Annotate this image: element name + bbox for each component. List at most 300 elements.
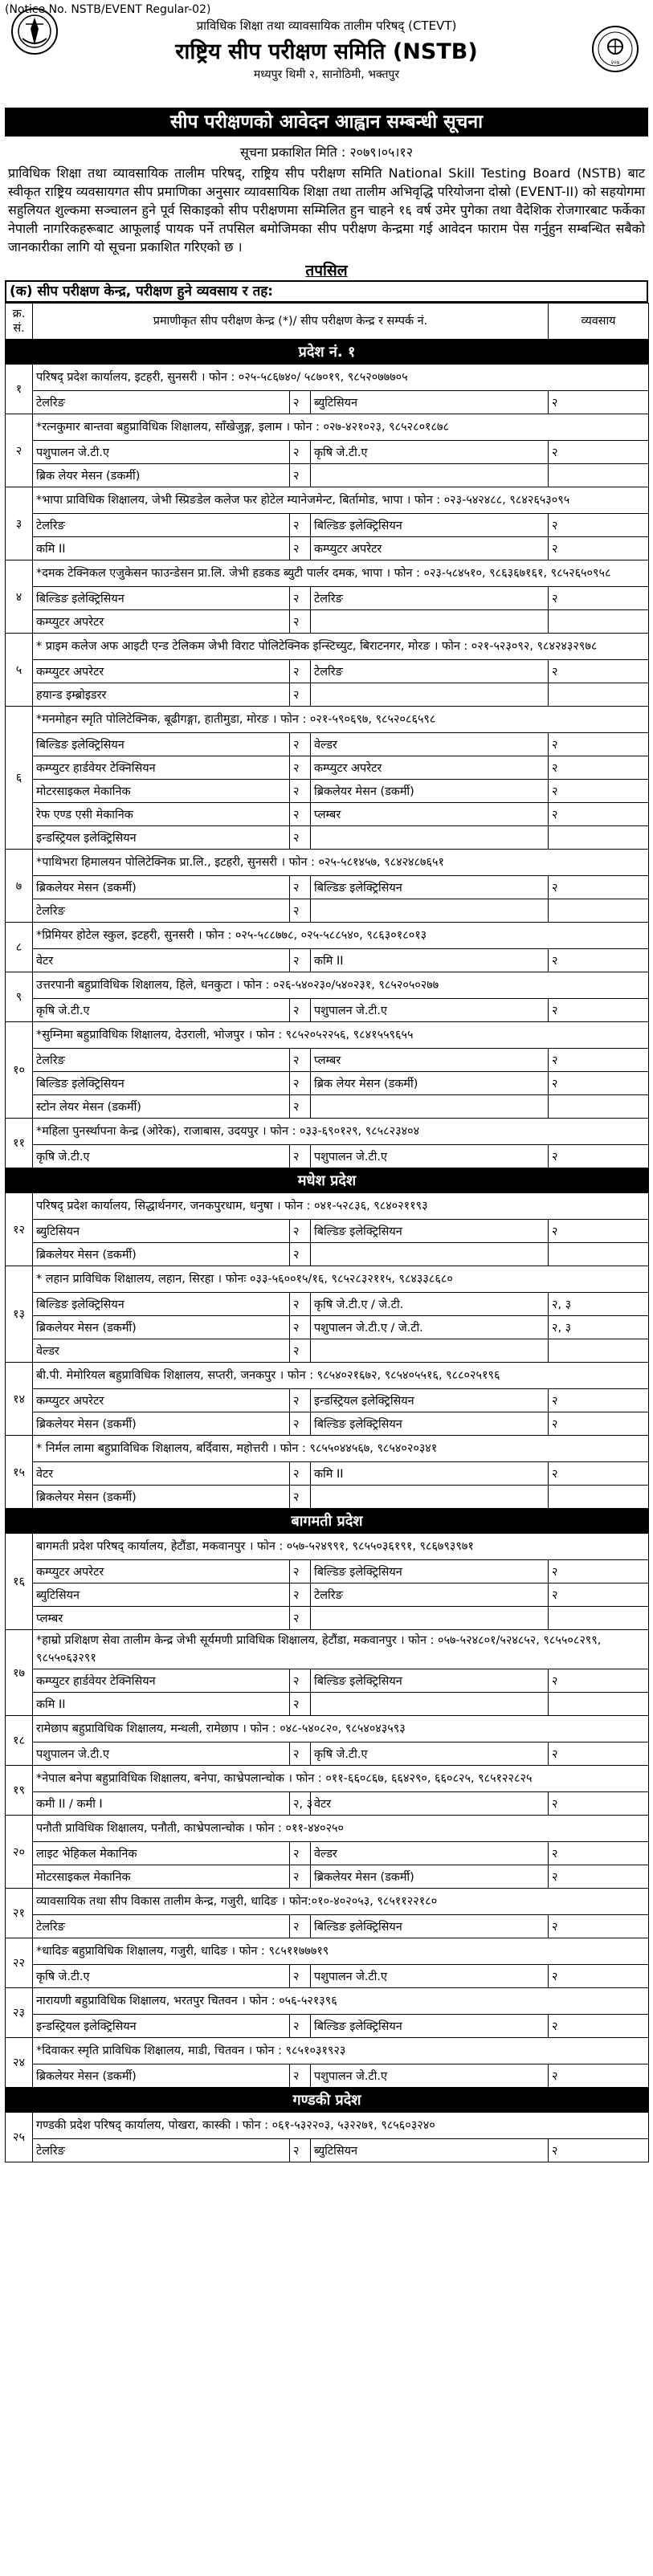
level-1: २, ३ xyxy=(290,1792,311,1816)
level-2: २ xyxy=(549,1865,649,1889)
occupation-2: कमि II xyxy=(311,1462,549,1486)
occupation-1: कमी II / कमी I xyxy=(33,1792,290,1816)
occupation-row xyxy=(6,464,649,487)
occupation-2 xyxy=(311,1607,549,1630)
level-2: २ xyxy=(549,1792,649,1816)
header xyxy=(5,18,648,103)
level-1: २ xyxy=(290,537,311,560)
occupation-2: बिल्डिङ इलेक्ट्रिसियन xyxy=(311,1669,549,1693)
level-2: २ xyxy=(549,1220,649,1243)
level-1: २ xyxy=(290,756,311,780)
level-2 xyxy=(549,899,649,923)
occupation-1: ब्रिकलेयर मेसन (डकर्मी) xyxy=(33,876,290,899)
level-2: २ xyxy=(549,1965,649,1988)
level-2: २ xyxy=(549,1584,649,1607)
center-row xyxy=(6,365,649,391)
level-1: २ xyxy=(290,1412,311,1436)
nepal-emblem-icon xyxy=(10,6,59,56)
level-1: २ xyxy=(290,1965,311,1988)
center-row xyxy=(6,1266,649,1293)
notice-title-banner: सीप परीक्षणको आवेदन आह्वान सम्बन्धी सूचना xyxy=(5,108,648,137)
center-info: बी.पी. मेमोरियल बहुप्राविधिक शिक्षालय, सप्तरी, जनकपुर । फोन : ९८५४०२१६७२, ९८५४०५५१६, ९८८०२५१९६ xyxy=(33,1363,649,1389)
occupation-1: कृषि जे.टी.ए xyxy=(33,999,290,1022)
occupation-row xyxy=(6,610,649,634)
center-info: रामेछाप बहुप्राविधिक शिक्षालय, मन्थली, रामेछाप । फोन : ०४८-५४०८२०, ९८५४०४३५९३ xyxy=(33,1716,649,1742)
occupation-row xyxy=(6,1915,649,1938)
occupation-1: बिल्डिङ इलेक्ट्रिसियन xyxy=(33,587,290,610)
table-body xyxy=(6,340,649,2162)
occupation-row xyxy=(6,660,649,683)
occupation-2 xyxy=(311,464,549,487)
board-address: मध्यपुर थिमी २, सानोठिमी, भक्तपुर xyxy=(253,68,400,81)
occupation-row xyxy=(6,1669,649,1693)
occupation-2: ब्रिक लेयर मेसन (डकर्मी) xyxy=(311,1072,549,1095)
occupation-1: कमि II xyxy=(33,537,290,560)
occupation-1: बिल्डिङ इलेक्ट्रिसियन xyxy=(33,733,290,756)
occupation-row xyxy=(6,1049,649,1072)
occupation-1: वेल्डर xyxy=(33,1339,290,1363)
level-1: २ xyxy=(290,949,311,972)
level-1: २ xyxy=(290,587,311,610)
occupation-row xyxy=(6,514,649,537)
published-date: सूचना प्रकाशित मिति : २०७९।०५।१२ xyxy=(239,145,414,160)
occupation-1: ब्रिकलेयर मेसन (डकर्मी) xyxy=(33,1412,290,1436)
province-name: बागमती प्रदेश xyxy=(6,1509,649,1534)
occupation-row xyxy=(6,1145,649,1168)
occupation-2: ब्युटिसियन xyxy=(311,391,549,414)
occupation-row xyxy=(6,391,649,414)
header-occupation: व्यवसाय xyxy=(581,315,616,328)
occupation-row xyxy=(6,587,649,610)
occupation-2: प्लम्बर xyxy=(311,803,549,826)
occupation-row xyxy=(6,1095,649,1119)
occupation-1: कम्प्युटर अपरेटर xyxy=(33,1389,290,1412)
occupation-1: प्लम्बर xyxy=(33,1607,290,1630)
occupation-1: लाइट भेहिकल मेकानिक xyxy=(33,1842,290,1865)
center-sn: ३ xyxy=(6,487,33,560)
level-1: २ xyxy=(290,780,311,803)
level-1: २ xyxy=(290,1339,311,1363)
level-1: २ xyxy=(290,1560,311,1584)
level-2 xyxy=(549,683,649,707)
occupation-2: पशुपालन जे.टी.ए xyxy=(311,999,549,1022)
province-row xyxy=(6,2088,649,2113)
occupation-2: वेल्डर xyxy=(311,1842,549,1865)
level-1: २ xyxy=(290,660,311,683)
occupation-2 xyxy=(311,1339,549,1363)
level-2: २ xyxy=(549,949,649,972)
occupation-1: ब्युटिसियन xyxy=(33,1220,290,1243)
level-2: २ xyxy=(549,1049,649,1072)
center-row xyxy=(6,923,649,949)
level-1: २ xyxy=(290,1865,311,1889)
council-name: प्राविधिक शिक्षा तथा व्यावसायिक तालीम परिषद् (CTEVT) xyxy=(196,18,457,33)
center-sn: २० xyxy=(6,1816,33,1889)
occupation-2: टेलरिङ xyxy=(311,660,549,683)
level-2: २ xyxy=(549,2064,649,2088)
occupation-2 xyxy=(311,899,549,923)
center-row xyxy=(6,1119,649,1145)
occupation-2: बिल्डिङ इलेक्ट्रिसियन xyxy=(311,1412,549,1436)
center-sn: १ xyxy=(6,365,33,414)
level-2: २ xyxy=(549,660,649,683)
level-1: २ xyxy=(290,1915,311,1938)
occupation-2: पशुपालन जे.टी.ए / जे.टी. xyxy=(311,1316,549,1339)
center-sn: १८ xyxy=(6,1716,33,1766)
level-2: २ xyxy=(549,756,649,780)
level-1: २ xyxy=(290,441,311,464)
occupation-1: स्टोन लेयर मेसन (डकर्मी) xyxy=(33,1095,290,1119)
occupation-2: बिल्डिङ इलेक्ट्रिसियन xyxy=(311,514,549,537)
occupation-1: मोटरसाइकल मेकानिक xyxy=(33,1865,290,1889)
header-sn: क्र. सं. xyxy=(6,304,33,340)
level-1: २ xyxy=(290,1693,311,1716)
occupation-row xyxy=(6,826,649,850)
level-1: २ xyxy=(290,999,311,1022)
center-info: *प्रिमियर होटेल स्कुल, इटहरी, सुनसरी । फोन : ०२५-५८८७७८, ०२५-५८८५४०, ९८६३०१८०१३ xyxy=(33,923,649,949)
occupation-1: इन्डस्ट्रियल इलेक्ट्रिसियन xyxy=(33,2015,290,2038)
level-2 xyxy=(549,1486,649,1509)
occupation-row xyxy=(6,1293,649,1316)
center-sn: २५ xyxy=(6,2113,33,2162)
header-occupation-level xyxy=(549,304,649,340)
province-name: मधेश प्रदेश xyxy=(6,1168,649,1193)
center-row xyxy=(6,1630,649,1669)
level-1: २ xyxy=(290,826,311,850)
center-sn: ९ xyxy=(6,972,33,1022)
occupation-row xyxy=(6,1693,649,1716)
occupation-row xyxy=(6,1865,649,1889)
occupation-2: कृषि जे.टी.ए / जे.टी. xyxy=(311,1293,549,1316)
level-1: २ xyxy=(290,1486,311,1509)
occupation-1: कृषि जे.टी.ए xyxy=(33,1965,290,1988)
occupation-1: ब्रिक लेयर मेसन (डकर्मी) xyxy=(33,464,290,487)
occupation-row xyxy=(6,999,649,1022)
occupation-row xyxy=(6,1462,649,1486)
center-sn: १४ xyxy=(6,1363,33,1436)
level-2 xyxy=(549,1243,649,1266)
center-sn: ८ xyxy=(6,923,33,972)
header-center: प्रमाणीकृत सीप परीक्षण केन्द्र (*)/ सीप परीक्षण केन्द्र र सम्पर्क नं. xyxy=(33,304,549,340)
center-row xyxy=(6,1716,649,1742)
level-2: २ xyxy=(549,1842,649,1865)
center-info: *दमक टेक्निकल एजुकेसन फाउन्डेसन प्रा.लि. जेभी हडकड ब्युटी पार्लर दमक, भापा । फोन : ०२३-५८४५१०, ९८६३६७१६१, ९८५२६५०९५८ xyxy=(33,560,649,587)
level-2: २ xyxy=(549,1669,649,1693)
level-2: २ xyxy=(549,1742,649,1766)
level-1: २ xyxy=(290,1293,311,1316)
center-row xyxy=(6,1534,649,1560)
level-1: २ xyxy=(290,733,311,756)
level-2 xyxy=(549,610,649,634)
center-row xyxy=(6,414,649,441)
occupation-row xyxy=(6,441,649,464)
occupation-2: पशुपालन जे.टी.ए xyxy=(311,2064,549,2088)
occupation-2 xyxy=(311,610,549,634)
center-sn: ४ xyxy=(6,560,33,634)
center-sn: ६ xyxy=(6,707,33,850)
occupation-2: कृषि जे.टी.ए xyxy=(311,1742,549,1766)
section-a-heading: (क) सीप परीक्षण केन्द्र, परीक्षण हुने व्यवसाय र तह: xyxy=(5,280,648,303)
occupation-2: बिल्डिङ इलेक्ट्रिसियन xyxy=(311,1220,549,1243)
occupation-2: प्लम्बर xyxy=(311,1049,549,1072)
center-row xyxy=(6,1816,649,1842)
level-2: २ xyxy=(549,1072,649,1095)
province-row xyxy=(6,340,649,365)
province-name: गण्डकी प्रदेश xyxy=(6,2088,649,2113)
occupation-1: कम्प्युटर हार्डवेयर टेक्निसियन xyxy=(33,1669,290,1693)
occupation-1: वेटर xyxy=(33,949,290,972)
occupation-1: कम्प्युटर अपरेटर xyxy=(33,660,290,683)
level-2: २ xyxy=(549,537,649,560)
occupation-2: वेटर xyxy=(311,1792,549,1816)
schedule-heading: तपसिल xyxy=(305,262,348,279)
occupation-1: कम्प्युटर हार्डवेयर टेक्निसियन xyxy=(33,756,290,780)
level-2: २ xyxy=(549,1560,649,1584)
center-info: उत्तरपानी बहुप्राविधिक शिक्षालय, हिले, धनकुटा । फोन : ०२६-५४०२३०/५४०२३१, ९८५२०५०२७७ xyxy=(33,972,649,999)
occupation-1: कमि II xyxy=(33,1693,290,1716)
level-1: २ xyxy=(290,1049,311,1072)
center-info: *भापा प्राविधिक शिक्षालय, जेभी स्प्रिङडेल कलेज फर होटेल म्यानेजमेन्ट, बिर्तामोड, भापा । फोन : ०२३-५४२४८८, ९८४२६५३०९५ xyxy=(33,487,649,514)
center-row xyxy=(6,707,649,733)
occupation-1: टेलरिङ xyxy=(33,2139,290,2162)
occupation-1: बिल्डिङ इलेक्ट्रिसियन xyxy=(33,1072,290,1095)
occupation-2: ब्युटिसियन xyxy=(311,2139,549,2162)
center-info: बागमती प्रदेश परिषद् कार्यालय, हेटौंडा, मकवानपुर । फोन : ०५७-५२४९९१, ९८५५०३६१९१, ९८६७९३९७१ xyxy=(33,1534,649,1560)
province-row xyxy=(6,1168,649,1193)
occupation-row xyxy=(6,1792,649,1816)
center-info: परिषद् प्रदेश कार्यालय, इटहरी, सुनसरी । फोन : ०२५-५८६७४०/ ५८७०१९, ९८५२०७७७०५ xyxy=(33,365,649,391)
level-2: २ xyxy=(549,514,649,537)
occupation-1: ब्रिकलेयर मेसन (डकर्मी) xyxy=(33,1316,290,1339)
occupation-row xyxy=(6,1560,649,1584)
level-1: २ xyxy=(290,1316,311,1339)
occupation-1: ब्युटिसियन xyxy=(33,1584,290,1607)
level-2: २ xyxy=(549,2139,649,2162)
occupation-row xyxy=(6,899,649,923)
occupation-2: कम्प्युटर अपरेटर xyxy=(311,537,549,560)
level-1: २ xyxy=(290,2139,311,2162)
occupation-row xyxy=(6,1584,649,1607)
occupation-row xyxy=(6,1965,649,1988)
center-info: *धादिङ बहुप्राविधिक शिक्षालय, गजुरी, धादिङ । फोन : ९८५११७७७१९ xyxy=(33,1938,649,1965)
test-centers-table xyxy=(5,303,649,2162)
occupation-row xyxy=(6,1742,649,1766)
center-row xyxy=(6,972,649,999)
center-row xyxy=(6,1022,649,1049)
center-sn: ११ xyxy=(6,1119,33,1168)
occupation-2 xyxy=(311,1693,549,1716)
center-sn: ५ xyxy=(6,634,33,707)
occupation-1: टेलरिङ xyxy=(33,1915,290,1938)
level-2 xyxy=(549,1607,649,1630)
center-info: नारायणी बहुप्राविधिक शिक्षालय, भरतपुर चितवन । फोन : ०५६-५२१३९६ xyxy=(33,1988,649,2015)
level-2: २ xyxy=(549,1462,649,1486)
occupation-2: ब्रिकलेयर मेसन (डकर्मी) xyxy=(311,780,549,803)
occupation-row xyxy=(6,1486,649,1509)
occupation-row xyxy=(6,2015,649,2038)
level-1: २ xyxy=(290,1607,311,1630)
level-2: २ xyxy=(549,1412,649,1436)
occupation-2 xyxy=(311,1243,549,1266)
occupation-row xyxy=(6,2064,649,2088)
level-1: २ xyxy=(290,1842,311,1865)
occupation-2: बिल्डिङ इलेक्ट्रिसियन xyxy=(311,2015,549,2038)
occupation-2: इन्डस्ट्रियल इलेक्ट्रिसियन xyxy=(311,1389,549,1412)
occupation-2 xyxy=(311,1486,549,1509)
occupation-2: कृषि जे.टी.ए xyxy=(311,441,549,464)
level-1: २ xyxy=(290,610,311,634)
center-row xyxy=(6,1766,649,1792)
center-row xyxy=(6,1436,649,1462)
occupation-2: बिल्डिङ इलेक्ट्रिसियन xyxy=(311,876,549,899)
center-sn: १० xyxy=(6,1022,33,1119)
center-row xyxy=(6,560,649,587)
ctevt-seal-icon xyxy=(590,24,640,74)
occupation-row xyxy=(6,876,649,899)
occupation-1: रेफ एण्ड एसी मेकानिक xyxy=(33,803,290,826)
occupation-1: कम्प्युटर अपरेटर xyxy=(33,610,290,634)
occupation-2: पशुपालन जे.टी.ए xyxy=(311,1965,549,1988)
level-1: २ xyxy=(290,1095,311,1119)
center-sn: २३ xyxy=(6,1988,33,2038)
occupation-1: ब्रिकलेयर मेसन (डकर्मी) xyxy=(33,1243,290,1266)
occupation-1: कम्प्युटर अपरेटर xyxy=(33,1560,290,1584)
occupation-2 xyxy=(311,1095,549,1119)
occupation-row xyxy=(6,733,649,756)
occupation-row xyxy=(6,1842,649,1865)
center-row xyxy=(6,2038,649,2064)
center-sn: १९ xyxy=(6,1766,33,1816)
level-1: २ xyxy=(290,803,311,826)
center-row xyxy=(6,1193,649,1220)
occupation-row xyxy=(6,683,649,707)
level-1: २ xyxy=(290,1742,311,1766)
center-info: परिषद् प्रदेश कार्यालय, सिद्धार्थनगर, जनकपुरधाम, धनुषा । फोन : ०४१-५२८३६, ९८४०२११९३ xyxy=(33,1193,649,1220)
level-1: २ xyxy=(290,1389,311,1412)
occupation-1: टेलरिङ xyxy=(33,391,290,414)
occupation-1: पशुपालन जे.टी.ए xyxy=(33,441,290,464)
occupation-1: ब्रिकलेयर मेसन (डकर्मी) xyxy=(33,2064,290,2088)
center-info: *मनमोहन स्मृति पोलिटेक्निक, बूढीगङ्गा, हातीमुडा, मोरङ । फोन : ०२१-५९०६९७, ९८५२०८६५९८ xyxy=(33,707,649,733)
center-row xyxy=(6,1889,649,1915)
notice-paragraph: प्राविधिक शिक्षा तथा व्यावसायिक तालीम परिषद्, राष्ट्रिय सीप परीक्षण समिति National Skill Testing Board (NSTB) बाट स्वीकृत राष्ट्रिय व्यवसायगत सीप प्रमाणिका अनुसार व्यावसायिक शिक्षा तथा तालीम अभिवृद्धि परियोजना दोस्रो (EVENT-II) को सहयोगमा सहुलियत शुल्कमा सञ्चालन हुने पूर्व सिकाइको सीप परीक्षणमा सम्मिलित हुन चाहने १६ वर्ष उमेर पुगेका तथा वैदेशिक रोजगारबाट फर्केका नेपाली नागरिकहरूबाट आफूलाई पायक पर्ने तपसिल बमोजिमका सीप परीक्षण केन्द्रमा गई आवेदन फाराम पेस गर्नुहुन सम्बन्धित सबैको जानकारीका लागि यो सूचना प्रकाशित गरिएको छ । xyxy=(8,165,645,255)
level-1: २ xyxy=(290,391,311,414)
occupation-row xyxy=(6,1220,649,1243)
occupation-row xyxy=(6,1316,649,1339)
level-2: २ xyxy=(549,876,649,899)
level-1: २ xyxy=(290,1462,311,1486)
occupation-2: बिल्डिङ इलेक्ट्रिसियन xyxy=(311,1560,549,1584)
occupation-row xyxy=(6,1607,649,1630)
occupation-row xyxy=(6,949,649,972)
occupation-row xyxy=(6,780,649,803)
center-info: * निर्मल लामा बहुप्राविधिक शिक्षालय, बर्दिवास, महोत्तरी । फोन : ९८५५०४४५६७, ९८५४०२०३४१ xyxy=(33,1436,649,1462)
level-2 xyxy=(549,826,649,850)
occupation-2: कम्प्युटर अपरेटर xyxy=(311,756,549,780)
level-1: २ xyxy=(290,2064,311,2088)
occupation-1: वेटर xyxy=(33,1462,290,1486)
center-info: *हाम्रो प्रशिक्षण सेवा तालीम केन्द्र जेभी सूर्यमणी प्राविधिक शिक्षालय, हेटौंडा, मकवानपुर । फोन : ०५७-५२४८०१/५२४८५२, ९८५५०८२९९, ९८५५०६३२९१ xyxy=(33,1630,649,1669)
occupation-row xyxy=(6,803,649,826)
center-info: *दिवाकर स्मृति प्राविधिक शिक्षालय, माडी, चितवन । फोन : ९८५१०३१९२३ xyxy=(33,2038,649,2064)
level-1: २ xyxy=(290,1584,311,1607)
level-2 xyxy=(549,1095,649,1119)
occupation-row xyxy=(6,1243,649,1266)
occupation-2: कमि II xyxy=(311,949,549,972)
occupation-1: टेलरिङ xyxy=(33,514,290,537)
level-2: २, ३ xyxy=(549,1293,649,1316)
level-2: २ xyxy=(549,733,649,756)
center-sn: १७ xyxy=(6,1630,33,1716)
notice-number: (Notice No. NSTB/EVENT Regular-02) xyxy=(5,3,211,16)
occupation-2: टेलरिङ xyxy=(311,587,549,610)
occupation-row xyxy=(6,537,649,560)
occupation-row xyxy=(6,756,649,780)
center-sn: १६ xyxy=(6,1534,33,1630)
occupation-2: टेलरिङ xyxy=(311,1584,549,1607)
level-1: २ xyxy=(290,1072,311,1095)
center-sn: २१ xyxy=(6,1889,33,1938)
province-row xyxy=(6,1509,649,1534)
occupation-1: कृषि जे.टी.ए xyxy=(33,1145,290,1168)
center-info: *सुम्निमा बहुप्राविधिक शिक्षालय, देउराली, भोजपुर । फोन : ९८५२०५२२५६, ९८४१५५९६५५ xyxy=(33,1022,649,1049)
center-info: व्यावसायिक तथा सीप विकास तालीम केन्द्र, गजुरी, धादिङ । फोन:०१०-४०२०५३, ९८५११२२१८० xyxy=(33,1889,649,1915)
occupation-1: टेलरिङ xyxy=(33,899,290,923)
occupation-row xyxy=(6,1389,649,1412)
center-sn: २ xyxy=(6,414,33,487)
occupation-2: पशुपालन जे.टी.ए xyxy=(311,1145,549,1168)
occupation-row xyxy=(6,2139,649,2162)
center-sn: १५ xyxy=(6,1436,33,1509)
occupation-1: इन्डस्ट्रियल इलेक्ट्रिसियन xyxy=(33,826,290,850)
center-info: गण्डकी प्रदेश परिषद् कार्यालय, पोखरा, कास्की । फोन : ०६१-५३२२०३, ५३२२७१, ९८५६०३२४० xyxy=(33,2113,649,2139)
center-row xyxy=(6,1363,649,1389)
level-2: २ xyxy=(549,803,649,826)
occupation-row xyxy=(6,1412,649,1436)
level-1: २ xyxy=(290,899,311,923)
level-2: २ xyxy=(549,391,649,414)
center-row xyxy=(6,487,649,514)
table-header-row xyxy=(6,304,649,340)
occupation-1: टेलरिङ xyxy=(33,1049,290,1072)
occupation-1: हयान्ड इम्ब्रोइडरर xyxy=(33,683,290,707)
level-2: २ xyxy=(549,780,649,803)
level-1: २ xyxy=(290,2015,311,2038)
occupation-row xyxy=(6,1072,649,1095)
level-2: २ xyxy=(549,2015,649,2038)
occupation-1: पशुपालन जे.टी.ए xyxy=(33,1742,290,1766)
occupation-2 xyxy=(311,683,549,707)
occupation-1: मोटरसाइकल मेकानिक xyxy=(33,780,290,803)
center-info: *नेपाल बनेपा बहुप्राविधिक शिक्षालय, बनेपा, काभ्रेपलान्चोक । फोन : ०११-६६०८६७, ६६४२९०, ६६०८२५, ९८५१२२८२५ xyxy=(33,1766,649,1792)
center-row xyxy=(6,850,649,876)
center-info: *महिला पुनर्स्थापना केन्द्र (ओरेक), राजाबास, उदयपुर । फोन : ०३३-६९०१२९, ९८५८२३४०४ xyxy=(33,1119,649,1145)
level-2: २ xyxy=(549,999,649,1022)
level-1: २ xyxy=(290,464,311,487)
occupation-1: ब्रिकलेयर मेसन (डकर्मी) xyxy=(33,1486,290,1509)
level-1: २ xyxy=(290,1220,311,1243)
center-row xyxy=(6,634,649,660)
level-1: २ xyxy=(290,514,311,537)
level-1: २ xyxy=(290,1669,311,1693)
level-2: २ xyxy=(549,1915,649,1938)
level-2: २, ३ xyxy=(549,1316,649,1339)
center-row xyxy=(6,2113,649,2139)
center-sn: ७ xyxy=(6,850,33,923)
center-row xyxy=(6,1988,649,2015)
level-2: २ xyxy=(549,587,649,610)
center-sn: २४ xyxy=(6,2038,33,2088)
